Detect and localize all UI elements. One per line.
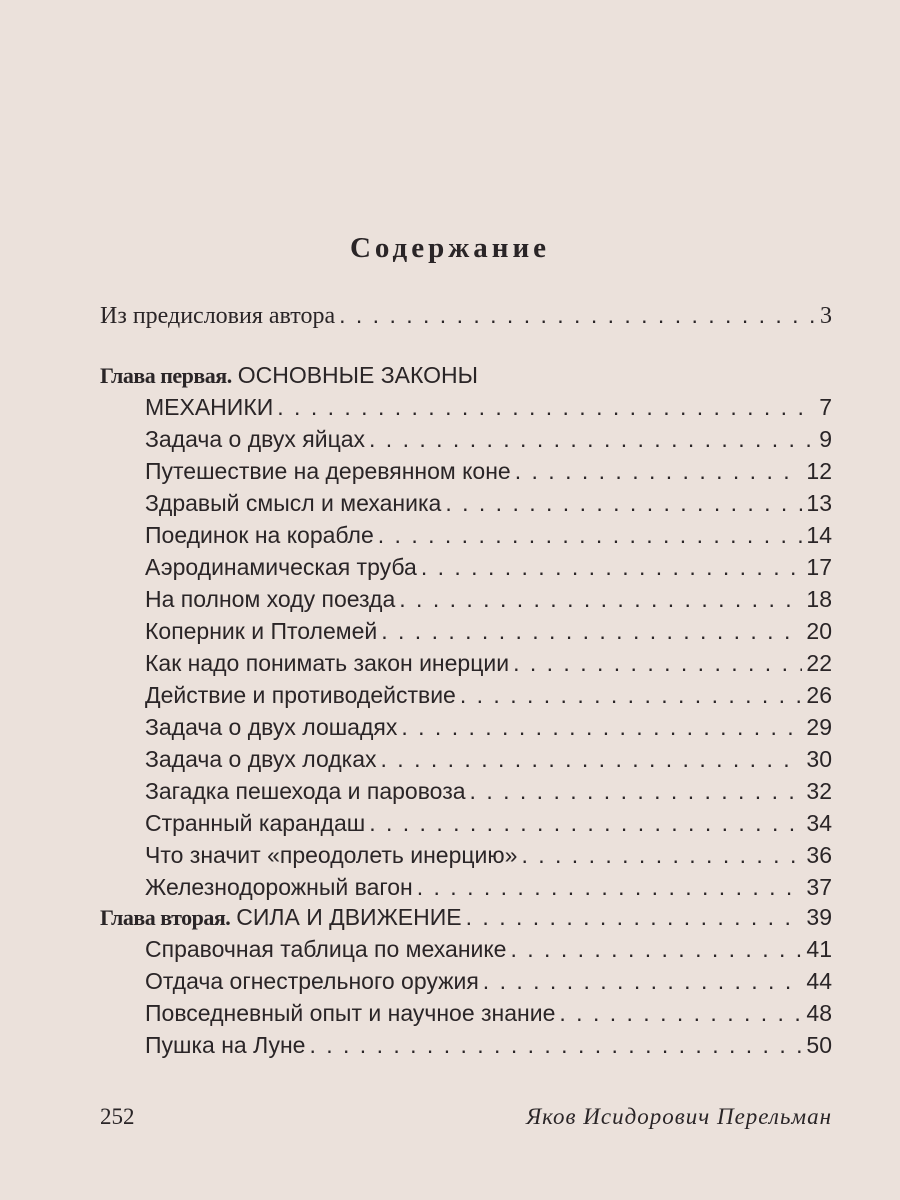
leader-dots	[381, 618, 802, 645]
toc-label: Аэродинамическая труба	[145, 554, 417, 580]
toc-label: Коперник и Птолемей	[145, 618, 378, 644]
toc-page: 7	[819, 394, 832, 420]
toc-entry[interactable]	[145, 490, 832, 522]
toc-page: 13	[806, 490, 832, 516]
toc-entry[interactable]	[145, 874, 832, 906]
leader-dots	[339, 302, 816, 329]
toc-page: 20	[806, 618, 832, 644]
chapter-prefix: Глава первая.	[100, 363, 232, 388]
toc-page: 32	[806, 778, 832, 804]
page-footer	[100, 1104, 832, 1130]
toc-page: 50	[806, 1032, 832, 1058]
leader-dots	[369, 426, 815, 453]
toc-entry-preface[interactable]	[100, 302, 832, 334]
leader-dots	[421, 554, 803, 581]
leader-dots	[466, 904, 803, 931]
toc-page: 34	[806, 810, 832, 836]
chapter-title-cont: МЕХАНИКИ	[145, 394, 274, 420]
toc-label: Справочная таблица по механике	[145, 936, 507, 962]
page-number: 252	[100, 1104, 135, 1129]
toc-label: Из предисловия автора	[100, 303, 336, 329]
toc-page: 39	[806, 904, 832, 930]
toc-label: Железнодорожный вагон	[145, 874, 413, 900]
leader-dots	[483, 968, 803, 995]
toc-label: Пушка на Луне	[145, 1032, 306, 1058]
chapter-title: ОСНОВНЫЕ ЗАКОНЫ	[237, 362, 478, 388]
toc-entry[interactable]	[145, 522, 832, 554]
toc-label: Как надо понимать закон инерции	[145, 650, 510, 676]
toc-label: Задача о двух лодках	[145, 746, 377, 772]
leader-dots	[417, 874, 803, 901]
toc-entry[interactable]	[145, 554, 832, 586]
toc-entry[interactable]	[145, 682, 832, 714]
toc-entry[interactable]	[145, 746, 832, 778]
toc-label: Повседневный опыт и научное знание	[145, 1000, 556, 1026]
toc-page: 3	[820, 303, 832, 329]
toc-page: 14	[806, 522, 832, 548]
toc-page: 37	[806, 874, 832, 900]
toc-label: Загадка пешехода и паровоза	[145, 778, 466, 804]
leader-dots	[460, 682, 803, 709]
leader-dots	[401, 714, 802, 741]
page-title: Содержание	[349, 232, 551, 264]
chapter-prefix: Глава вторая.	[100, 905, 231, 930]
toc-entry[interactable]	[145, 458, 832, 490]
toc-label: Путешествие на деревянном коне	[145, 458, 511, 484]
leader-dots	[521, 842, 802, 869]
chapter-1-heading	[100, 362, 832, 394]
toc-entry[interactable]	[145, 778, 832, 810]
toc-page: 9	[819, 426, 832, 452]
toc-page: 26	[806, 682, 832, 708]
leader-dots	[381, 746, 803, 773]
toc-page: 17	[806, 554, 832, 580]
toc-entry[interactable]	[145, 618, 832, 650]
leader-dots	[515, 458, 803, 485]
leader-dots	[277, 394, 815, 421]
toc-entry[interactable]	[145, 810, 832, 842]
toc-page: 22	[806, 650, 832, 676]
toc-label: Задача о двух лошадях	[145, 714, 398, 740]
toc-label: На полном ходу поезда	[145, 586, 396, 612]
chapter-title: СИЛА И ДВИЖЕНИЕ	[236, 904, 462, 930]
toc-label: Действие и противодействие	[145, 682, 456, 708]
toc-entry[interactable]	[145, 1032, 832, 1064]
toc-page: 44	[806, 968, 832, 994]
toc-label: Здравый смысл и механика	[145, 490, 442, 516]
leader-dots	[445, 490, 802, 517]
toc-label: Поединок на корабле	[145, 522, 374, 548]
leader-dots	[369, 810, 802, 837]
leader-dots	[510, 936, 802, 963]
toc-page: 18	[806, 586, 832, 612]
toc-page: 48	[806, 1000, 832, 1026]
leader-dots	[513, 650, 802, 677]
running-author: Яков Исидорович Перельман	[526, 1104, 832, 1129]
toc-entry-chapter-2[interactable]	[100, 904, 832, 936]
toc-entry-chapter-1[interactable]	[145, 394, 832, 426]
leader-dots	[559, 1000, 802, 1027]
leader-dots	[378, 522, 803, 549]
toc-label: Странный карандаш	[145, 810, 366, 836]
toc-page: 36	[806, 842, 832, 868]
toc-page: 12	[806, 458, 832, 484]
toc-entry[interactable]	[145, 936, 832, 968]
toc-entry[interactable]	[145, 586, 832, 618]
toc-entry[interactable]	[145, 714, 832, 746]
toc-page: 29	[806, 714, 832, 740]
toc-label: Что значит «преодолеть инерцию»	[145, 842, 518, 868]
leader-dots	[309, 1032, 802, 1059]
toc-entry[interactable]	[145, 426, 832, 458]
toc-label: Задача о двух яйцах	[145, 426, 366, 452]
toc-entry[interactable]	[145, 650, 832, 682]
leader-dots	[399, 586, 802, 613]
leader-dots	[470, 778, 803, 805]
toc-page: 30	[806, 746, 832, 772]
toc-entry[interactable]	[145, 842, 832, 874]
toc-page: 41	[806, 936, 832, 962]
toc-entry[interactable]	[145, 1000, 832, 1032]
toc-label: Отдача огнестрельного оружия	[145, 968, 479, 994]
toc-entry[interactable]	[145, 968, 832, 1000]
